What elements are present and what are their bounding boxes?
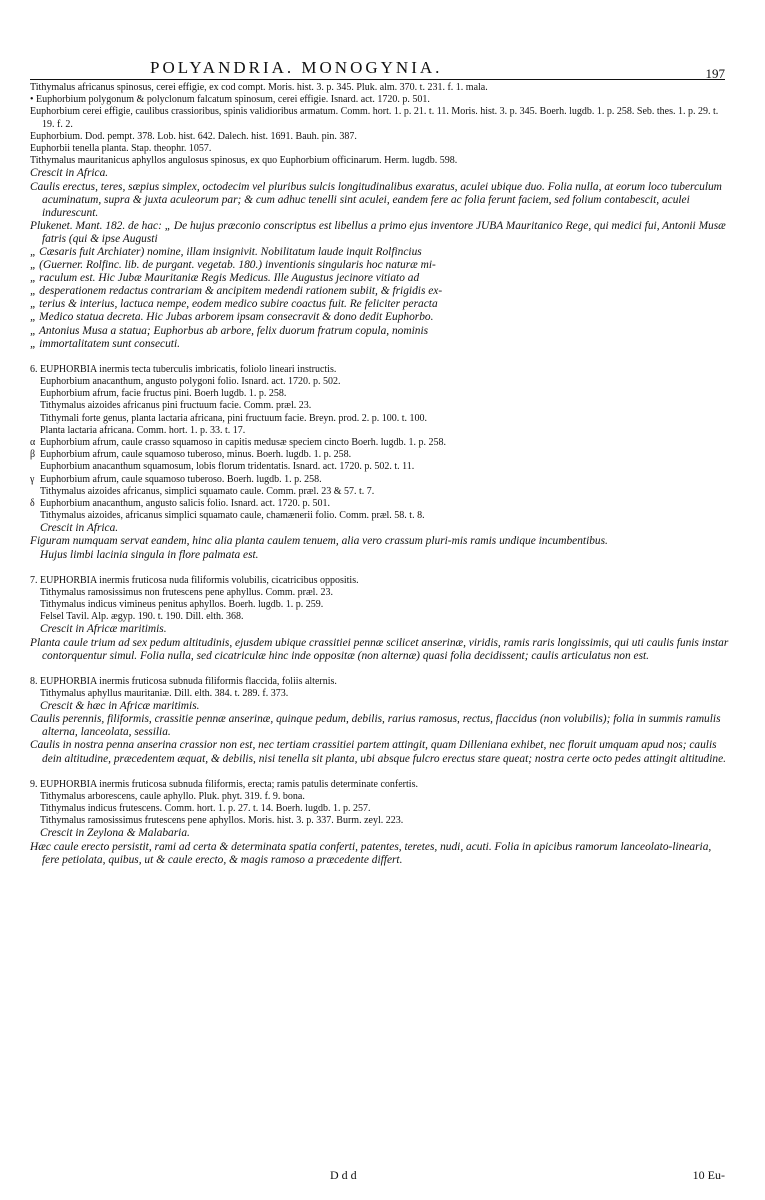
quote-line: „ Antonius Musa a statua; Euphorbus ab arbore, felix duorum fratrum copula, nominis xyxy=(30,324,429,337)
variety-mark: γ xyxy=(30,473,35,485)
synonym-line: Tithymalus indicus frutescens. Comm. hort. 1. p. 27. t. 14. Boerh. lugdb. 1. p. 257. xyxy=(40,803,371,815)
description-paragraph: Caulis perennis, filiformis, crassitie pennæ anserinæ, quinque pedum, debilis, rarius ramosus, rectus, flaccidus (non volubilis); folia in summis ramulis alterna, lanceolata, sessilia. xyxy=(30,713,721,739)
catchword: 10 Eu- xyxy=(692,1168,725,1182)
variety-line xyxy=(30,498,730,510)
species-heading: 7. EUPHORBIA inermis fruticosa nuda filiformis volubilis, cicatricibus oppositis. xyxy=(30,574,359,586)
synonym-line: Euphorbium. Dod. pempt. 378. Lob. hist. 642. Dalech. hist. 1691. Bauh. pin. 387. xyxy=(30,130,357,142)
variety-text: Tithymalus aizoides africanus, simplici squamato caule. Comm. præl. 23 & 57. t. 7. xyxy=(40,485,375,497)
synonym-line: • Euphorbium polygonum & polyclonum falcatum spinosum, cerei effigie. Isnard. act. 1720. p. 501. xyxy=(30,94,430,106)
signature-mark: Ddd xyxy=(330,1168,360,1182)
synonym-line: Tithymalus ramosissimus non frutescens pene aphyllus. Comm. præl. 23. xyxy=(40,586,333,598)
page-header xyxy=(0,58,765,80)
variety-line xyxy=(30,449,730,461)
habitat-line: Crescit in Africa. xyxy=(40,522,119,535)
running-title: POLYANDRIA. MONOGYNIA. xyxy=(150,58,443,77)
synonym-line: Felsel Tavil. Alp. ægyp. 190. t. 190. Dill. elth. 368. xyxy=(40,611,244,623)
synonym-line: Planta lactaria africana. Comm. hort. 1. p. 33. t. 17. xyxy=(40,424,246,436)
synonym-line: Tithymalus africanus spinosus, cerei effigie, ex cod compt. Moris. hist. 3. p. 345. Pluk. alm. 370. t. 231. f. 1. mala. xyxy=(30,82,488,93)
synonym-line: Tithymalus ramosissimus frutescens pene aphyllos. Moris. hist. 3. p. 337. Burm. zeyl. 223. xyxy=(40,815,404,827)
quote-line: „ Cæsaris fuit Archiater) nomine, illam insignivit. Nobilitatum laude inquit Rolfincius xyxy=(30,245,422,258)
description-paragraph: Figuram numquam servat eandem, hinc alia planta caulem tenuem, alia vero crassum pluri-mis ramis undique incumbentibus. xyxy=(30,535,608,548)
variety-line xyxy=(30,474,730,486)
description-paragraph: Caulis erectus, teres, sæpius simplex, octodecim vel pluribus sulcis longitudinalibus exaratus, aculei ubique duo. Folia nulla, at eorum loco tuberculum acuminatum, supra & juxta aculeorum par; & cum adhuc tenelli sint aculei, eandem fere ac folia ferunt faciem, sed folium contabescit, aculei indurescunt. xyxy=(30,180,722,219)
variety-line xyxy=(30,486,730,498)
variety-text: Tithymalus aizoides, africanus simplici squamato caule, chamænerii folio. Comm. præl. 58. t. 8. xyxy=(40,510,425,522)
quote-line: „ raculum est. Hic Jubæ Mauritaniæ Regis Medicus. Ille Augustus jecinore vitiato ad xyxy=(30,272,420,285)
variety-text: Euphorbium anacanthum squamosum, lobis florum tridentatis. Isnard. act. 1720. p. 502. t. 11. xyxy=(40,461,415,473)
species-heading: 9. EUPHORBIA inermis fruticosa subnuda filiformis, erecta; ramis patulis determinate confertis. xyxy=(30,778,418,790)
description-paragraph: Planta caule trium ad sex pedum altitudinis, ejusdem ubique crassitiei pennæ scilicet anserinæ, viridis, ramis raris longissimis, qui uti caulis funis instar contorquentur simul. Folia nulla, sed cicatriculæ hinc inde oppositæ (non alternæ) quasi folia decidissent; caulis articulatus non est. xyxy=(30,636,729,662)
synonym-line: Tithymali forte genus, planta lactaria africana, pini fructuum facie. Breyn. prod. 2. p. 100. t. 100. xyxy=(40,412,428,424)
quote-line: „ immortalitatem sunt consecuti. xyxy=(30,337,180,350)
variety-mark: β xyxy=(30,449,36,461)
synonym-line: Tithymalus arborescens, caule aphyllo. Pluk. phyt. 319. f. 9. bona. xyxy=(40,790,305,802)
habitat-line: Crescit & hæc in Africæ maritimis. xyxy=(40,700,200,713)
variety-text: Euphorbium afrum, caule squamoso tuberoso. Boerh. lugdb. 1. p. 258. xyxy=(40,473,322,485)
variety-line xyxy=(30,461,730,473)
synonym-line: Euphorbii tenella planta. Stap. theophr. 1057. xyxy=(30,143,212,155)
variety-text: Euphorbium afrum, caule squamoso tuberoso, minus. Boerh. lugdb. 1. p. 258. xyxy=(40,449,352,461)
synonym-line: Tithymalus indicus vimineus penitus aphyllos. Boerh. lugdb. 1. p. 259. xyxy=(40,599,324,611)
variety-mark: δ xyxy=(30,497,35,509)
description-paragraph: Hujus limbi lacinia singula in flore palmata est. xyxy=(40,548,259,561)
habitat-line: Crescit in Africa. xyxy=(30,167,109,180)
description-paragraph: Caulis in nostra penna anserina crassior non est, nec tertiam crassitiei partem attingit, quam Dilleniana exhibet, nec floruit umquam apud nos; caulis dein altitudine, præcedentem æquat, & debilis, nisi tenella sit planta, ubi absque fulcro erectus stare queat; nostra certe octo pedes attingit altitudine. xyxy=(30,739,726,765)
species-heading: 8. EUPHORBIA inermis fruticosa subnuda filiformis flaccida, foliis alternis. xyxy=(30,675,337,687)
page-number: 197 xyxy=(705,66,725,81)
variety-mark: α xyxy=(30,436,36,448)
synonym-line: Tithymalus aizoides africanus pini fructuum facie. Comm. præl. 23. xyxy=(40,400,312,412)
plukenet-quote xyxy=(30,220,730,351)
variety-text: Euphorbium anacanthum, angusto salicis folio. Isnard. act. 1720. p. 501. xyxy=(40,497,330,509)
synonym-line: Euphorbium afrum, facie fructus pini. Boerh lugdb. 1. p. 258. xyxy=(40,388,287,400)
quote-line: „ terius & interius, lactuca nempe, eodem medico subire coactus fuit. Re feliciter peracta xyxy=(30,298,438,311)
header-rule xyxy=(30,79,725,80)
synonym-line: Euphorbium anacanthum, angusto polygoni folio. Isnard. act. 1720. p. 502. xyxy=(40,375,341,387)
habitat-line: Crescit in Zeylona & Malabaria. xyxy=(40,827,190,840)
species-heading: 6. EUPHORBIA inermis tecta tuberculis imbricatis, foliolo lineari instructis. xyxy=(30,363,337,375)
synonym-line: Tithymalus mauritanicus aphyllos angulosus spinosus, ex quo Euphorbium officinarum. Herm. lugdb. 598. xyxy=(30,155,458,167)
quote-line: Plukenet. Mant. 182. de hac: „ De hujus præconio conscriptus est libellus a primo ejus inventore JUBA Mauritanico Rege, qui medici fui, Antonii Musæ fatris (qui & ipse Augusti xyxy=(30,219,726,245)
page-body xyxy=(30,82,730,867)
synonym-list xyxy=(30,82,730,167)
variety-line xyxy=(30,437,730,449)
variety-line xyxy=(30,510,730,522)
variety-text: Euphorbium afrum, caule crasso squamoso in capitis medusæ speciem cincto Boerh. lugdb. 1. p. 258. xyxy=(40,436,447,448)
description-paragraph: Hæc caule erecto persistit, rami ad certa & determinata spatia conferti, patentes, teretes, nudi, acuti. Folia in apicibus ramorum lanceolato-linearia, fere petiolata, quibus, ut & caule erecto, & magis ramoso a præcedente differt. xyxy=(30,840,712,866)
habitat-line: Crescit in Africæ maritimis. xyxy=(40,623,167,636)
quote-line: „ Medico statua decreta. Hic Jubas arborem ipsam consecravit & dono dedit Euphorbo. xyxy=(30,311,434,324)
synonym-line: Tithymalus aphyllus mauritaniæ. Dill. elth. 384. t. 289. f. 373. xyxy=(40,687,289,699)
quote-line: „ desperationem redactus contrariam & ancipitem medendi rationem subiit, & frigidis ex- xyxy=(30,285,443,298)
quote-line: „ (Guerner. Rolfinc. lib. de purgant. vegetab. 180.) inventionis singularis hoc naturæ mi- xyxy=(30,259,436,272)
synonym-line: Euphorbium cerei effigie, caulibus crassioribus, spinis validioribus armatum. Comm. hort. 1. p. 21. t. 11. Moris. hist. 3. p. 345. Boerh. lugdb. 1. p. 258. Seb. thes. 1. p. 29. t. 19. f. 2. xyxy=(30,106,719,130)
